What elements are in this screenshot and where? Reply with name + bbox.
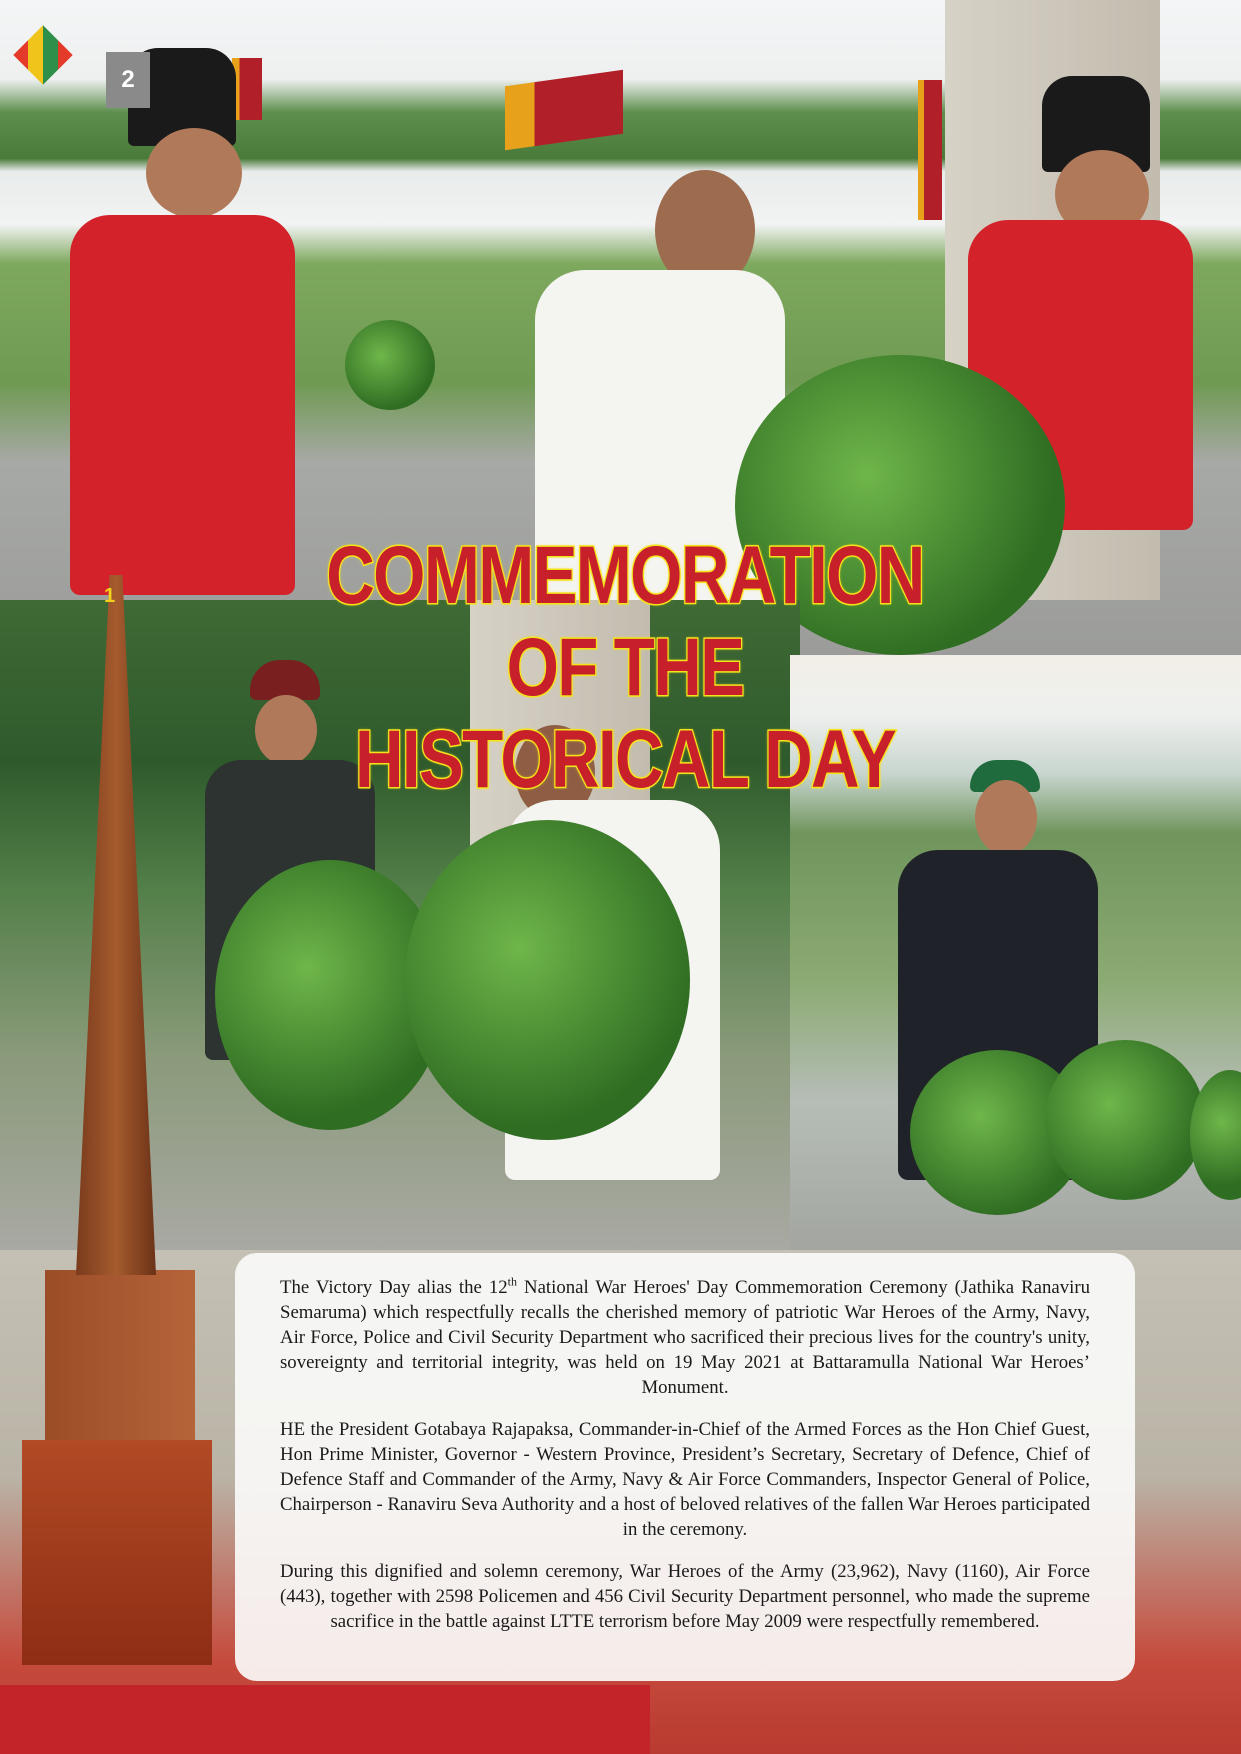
- wreath: [1045, 1040, 1205, 1200]
- page-number-badge: 2: [106, 52, 150, 108]
- flag: [505, 70, 623, 151]
- photo-marker: 1: [104, 585, 116, 607]
- article-paragraph-1: [280, 1275, 1090, 1400]
- article-paragraph-3: During this dignified and solemn ceremony, War Heroes of the Army (23,962), Navy (1160), Air Force (443), together with 2598 Policemen and 456 Civil Security Department personnel, who made the supreme sacrifice in the battle against LTTE terrorism before May 2009 were respectfully remembered.: [280, 1561, 1090, 1632]
- veteran-face: [975, 780, 1037, 855]
- monument-emblem-block: [45, 1270, 195, 1440]
- p1-text-end: National War Heroes' Day Commemoration Ceremony (Jathika Ranaviru Semaruma) which respectfully recalls the cherished memory of patriotic War Heroes of the Army, Navy, Air Force, Police and Civil Security Department who sacrificed their precious lives for the country's unity, sovereignty and territorial integrity, was held on 19 May 2021 at Battaramulla National War Heroes’ Monument.: [280, 1277, 1090, 1398]
- wreath: [405, 820, 690, 1140]
- p1-text-start: The Victory Day alias the 12: [280, 1277, 508, 1298]
- shrub: [345, 320, 435, 410]
- flag: [918, 80, 942, 220]
- p1-superscript: th: [507, 1274, 517, 1289]
- page-title: [277, 530, 974, 806]
- title-line-1: COMMEMORATION OF THE: [326, 530, 924, 713]
- flag: [232, 58, 262, 120]
- guard-face: [146, 128, 242, 218]
- article-text-card: [235, 1253, 1135, 1681]
- article-paragraph-2: HE the President Gotabaya Rajapaksa, Commander-in-Chief of the Armed Forces as the Hon Chief Guest, Hon Prime Minister, Governor - Western Province, President’s Secretary, Secretary of Defence, Chief of Defence Staff and Commander of the Army, Navy & Air Force Commanders, Inspector General of Police, Chairperson - Ranaviru Seva Authority and a host of beloved relatives of the fallen War Heroes participated in the ceremony.: [280, 1419, 1090, 1540]
- monument-inscription-panel: [22, 1440, 212, 1665]
- red-carpet-steps: [0, 1685, 650, 1754]
- title-line-2: HISTORICAL DAY: [355, 714, 895, 805]
- guard-uniform: [70, 215, 295, 595]
